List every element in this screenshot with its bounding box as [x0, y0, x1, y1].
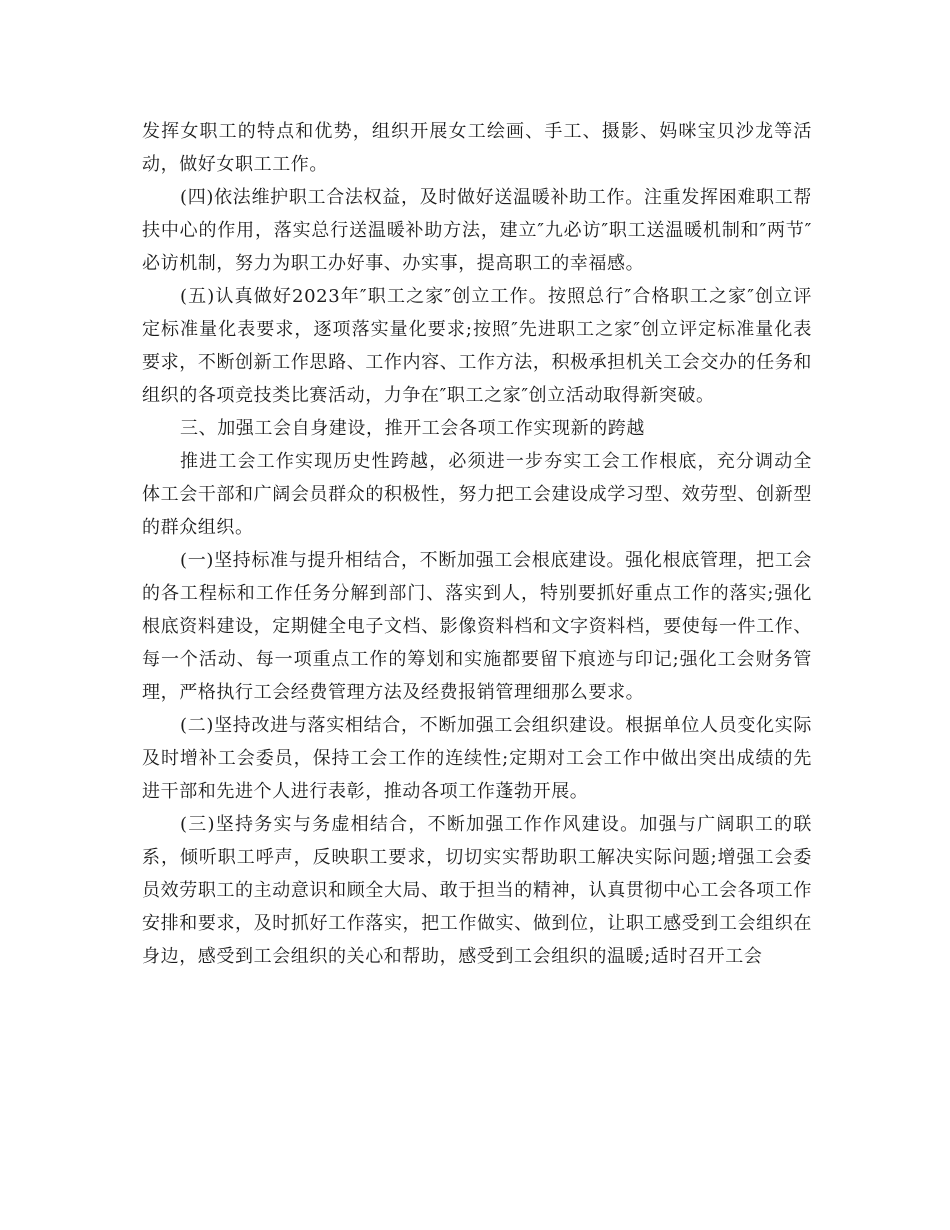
section-heading-3: 三、加强工会自身建设，推开工会各项工作实现新的跨越 — [180, 418, 645, 439]
paragraph-item-3: (三)坚持务实与务虚相结合，不断加强工作作风建设。加强与广阔职工的联系，倾听职工呼声，反映职工要求，切切实实帮助职工解决实际问题;增强工会委员效劳职工的主动意识和顾全大局、敢于担当的精神，认真贯彻中心工会各项工作安排和要求，及时抓好工作落实，把工作做实、做到位，让职工感受到工会组织在身边，感受到工会组织的关心和帮助，感受到工会组织的温暖;适时召开工会 — [142, 814, 812, 967]
paragraph-section-4: (四)依法维护职工合法权益，及时做好送温暖补助工作。注重发挥困难职工帮扶中心的作用，落实总行送温暖补助方法，建立″九必访″职工送温暖机制和″两节″必访机制，努力为职工办好事、办实事，提高职工的幸福感。 — [142, 187, 812, 274]
paragraph-section-5: (五)认真做好2023年″职工之家″创立工作。按照总行″合格职工之家″创立评定标准量化表要求，逐项落实量化要求;按照″先进职工之家″创立评定标准量化表要求，不断创新工作思路、工作内容、工作方法，积极承担机关工会交办的任务和组织的各项竞技类比赛活动，力争在″职工之家″创立活动取得新突破。 — [142, 286, 812, 406]
paragraph-intro-3: 推进工会工作实现历史性跨越，必须进一步夯实工会工作根底，充分调动全体工会干部和广阔会员群众的积极性，努力把工会建设成学习型、效劳型、创新型的群众组织。 — [142, 451, 812, 538]
document-body — [142, 115, 812, 973]
paragraph-continuation: 发挥女职工的特点和优势，组织开展女工绘画、手工、摄影、妈咪宝贝沙龙等活动，做好女职工工作。 — [142, 121, 812, 175]
paragraph-item-1: (一)坚持标准与提升相结合，不断加强工会根底建设。强化根底管理，把工会的各工程标和工作任务分解到部门、落实到人，特别要抓好重点工作的落实;强化根底资料建设，定期健全电子文档、影像资料档和文字资料档，要使每一件工作、每一个活动、每一项重点工作的筹划和实施都要留下痕迹与印记;强化工会财务管理，严格执行工会经费管理方法及经费报销管理细那么要求。 — [142, 550, 812, 703]
paragraph-item-2: (二)坚持改进与落实相结合，不断加强工会组织建设。根据单位人员变化实际及时增补工会委员，保持工会工作的连续性;定期对工会工作中做出突出成绩的先进干部和先进个人进行表彰，推动各项工作蓬勃开展。 — [142, 715, 812, 802]
